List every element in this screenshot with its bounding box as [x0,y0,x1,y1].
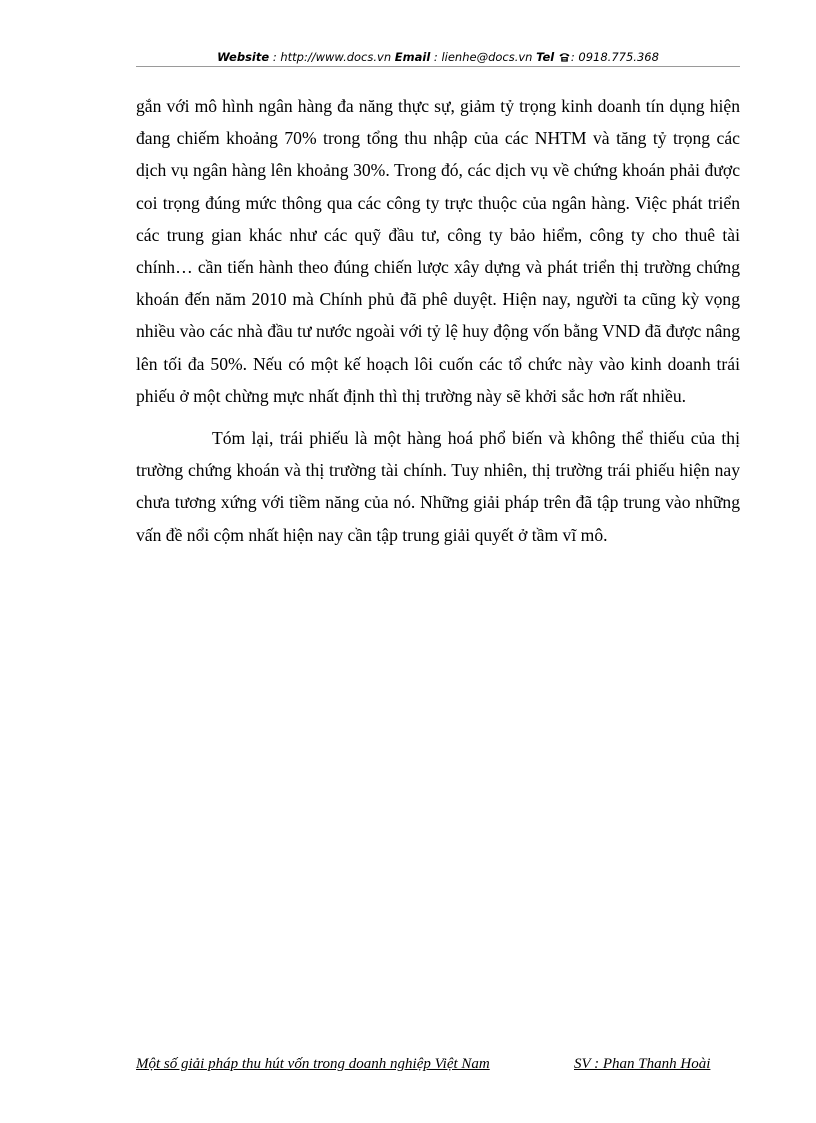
document-body [136,90,740,551]
footer-author: SV : Phan Thanh Hoài [574,1056,711,1072]
tel-label: Tel [536,50,555,64]
email-value: : lienhe@docs.vn [430,50,537,64]
footer-document-title: Một số giải pháp thu hút vốn trong doanh nghiệp Việt Nam [136,1056,490,1072]
phone-icon [559,49,570,59]
page-footer [136,1056,740,1078]
body-paragraph: gắn với mô hình ngân hàng đa năng thực sự, giảm tỷ trọng kinh doanh tín dụng hiện đang chiếm khoảng 70% trong tổng thu nhập của các NHTM và tăng tỷ trọng các dịch vụ ngân hàng lên khoảng 30%. Trong đó, các dịch vụ về chứng khoán phải được coi trọng đúng mức thông qua các công ty trực thuộc của ngân hàng. Việc phát triển các trung gian khác như các quỹ đầu tư, công ty bảo hiểm, công ty cho thuê tài chính… cần tiến hành theo đúng chiến lược xây dựng và phát triển thị trường chứng khoán đến năm 2010 mà Chính phủ đã phê duyệt. Hiện nay, người ta cũng kỳ vọng nhiều vào các nhà đầu tư nước ngoài với tỷ lệ huy động vốn bằng VND đã được nâng lên tối đa 50%. Nếu có một kế hoạch lôi cuốn các tổ chức này vào kinh doanh trái phiếu ở một chừng mực nhất định thì thị trường này sẽ khởi sắc hơn rất nhiều. [136,96,740,406]
header-divider [136,66,740,67]
page-header [136,48,740,66]
website-label: Website [217,50,270,64]
tel-value: : 0918.775.368 [570,50,659,64]
body-paragraph: Tóm lại, trái phiếu là một hàng hoá phổ biến và không thể thiếu của thị trường chứng khoán và thị trường tài chính. Tuy nhiên, thị trường trái phiếu hiện nay chưa tương xứng với tiềm năng của nó. Những giải pháp trên đã tập trung vào những vấn đề nổi cộm nhất hiện nay cần tập trung giải quyết ở tầm vĩ mô. [136,428,740,545]
email-label: Email [394,50,431,64]
website-value: : http://www.docs.vn [269,50,395,64]
